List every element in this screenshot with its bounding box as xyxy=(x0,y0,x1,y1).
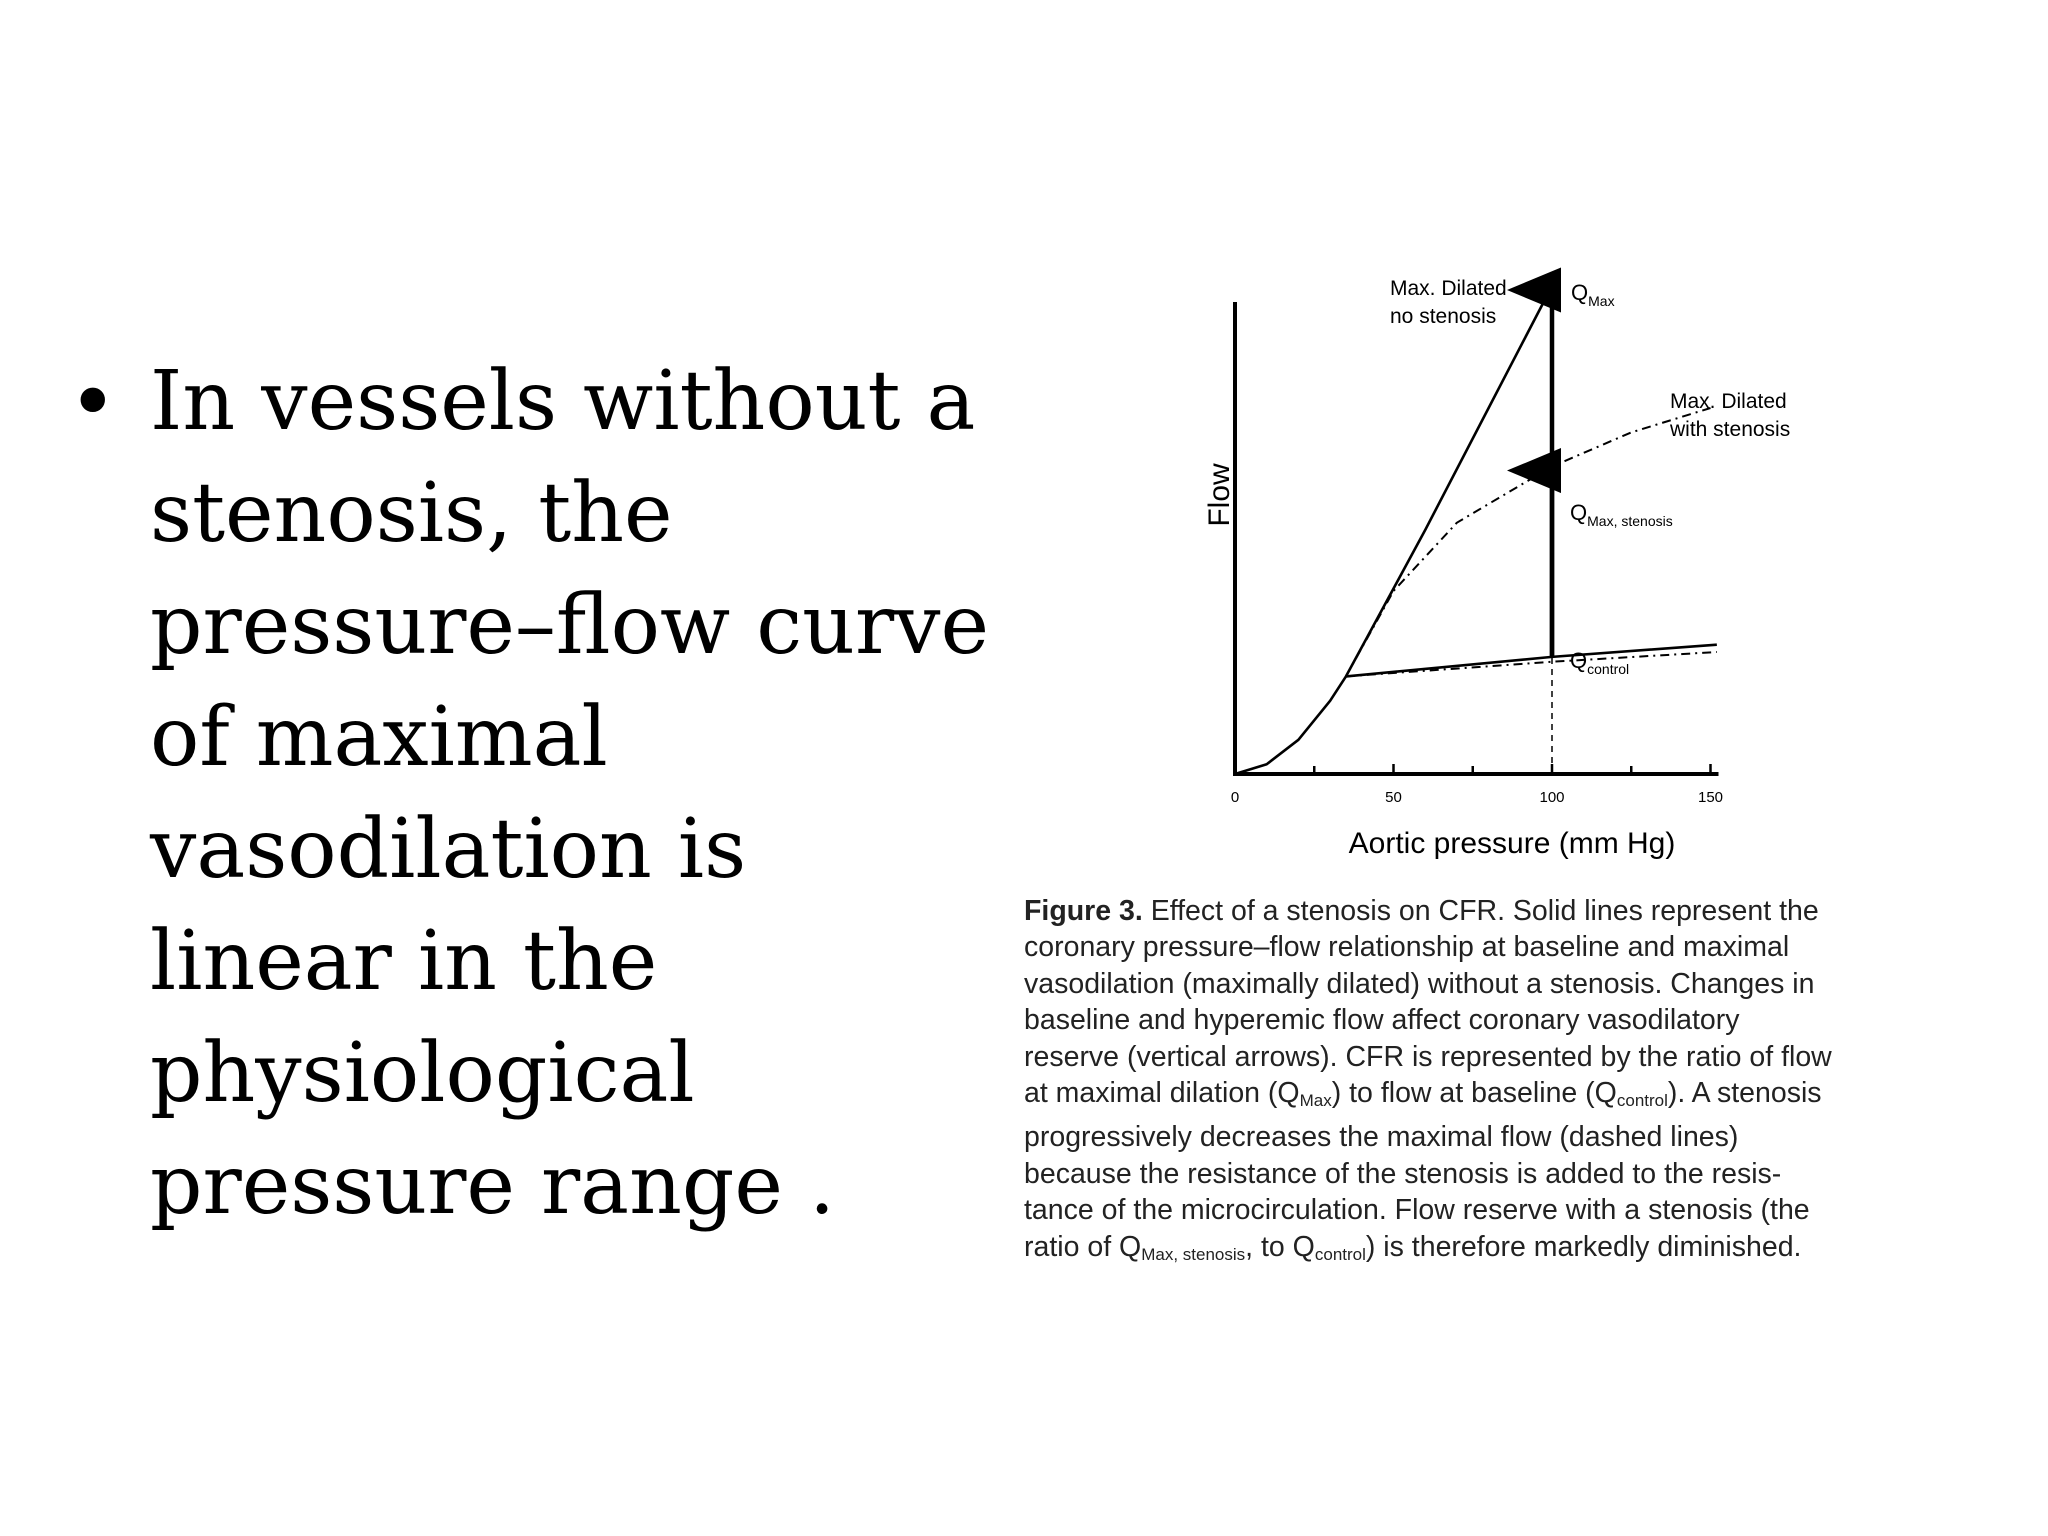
x-tick-label-100: 100 xyxy=(1539,789,1565,806)
x-tick-label-50: 50 xyxy=(1385,789,1402,806)
caption-figure-label: Figure 3. xyxy=(1024,895,1143,927)
caption-line-10: ratio of $Q_{Max, stenosis}$, to $Q_{control}$) is therefore markedly diminished. xyxy=(1024,1230,1802,1264)
figure-caption xyxy=(1024,893,1984,1273)
caption-line-9: tance of the microcirculation. Flow reserve with a stenosis (the xyxy=(1024,1194,1810,1227)
anno-no-stenosis-line1: Max. Dilated xyxy=(1390,277,1507,300)
series-line-1 xyxy=(1235,286,1552,774)
caption-line-8: because the resistance of the stenosis is added to the resis- xyxy=(1024,1157,1782,1190)
bullet-symbol: • xyxy=(68,353,118,451)
series-line-2 xyxy=(1346,408,1711,676)
y-axis-label: Flow xyxy=(1203,463,1236,527)
caption-line-1: Figure 3. Effect of a stenosis on CFR. Solid lines represent the xyxy=(1024,895,1819,927)
x-tick-label-0: 0 xyxy=(1230,789,1240,806)
caption-line-2: coronary pressure–flow relationship at baseline and maximal xyxy=(1024,931,1790,964)
label-q-max-stenosis: QMax, stenosis xyxy=(1570,500,1673,529)
caption-line-4: baseline and hyperemic flow affect coronary vasodilatory xyxy=(1024,1004,1740,1037)
caption-line-3: vasodilation (maximally dilated) without a stenosis. Changes in xyxy=(1024,967,1815,1000)
caption-line-7: progressively decreases the maximal flow (dashed lines) xyxy=(1024,1121,1739,1154)
x-tick-label-150: 150 xyxy=(1697,789,1724,806)
pressure-flow-chart xyxy=(1150,250,1791,860)
anno-no-stenosis-line2: no stenosis xyxy=(1390,305,1497,328)
label-q-control: Qcontrol xyxy=(1570,648,1630,677)
series-line-3 xyxy=(1346,645,1717,677)
label-q-max: QMax xyxy=(1571,280,1615,309)
anno-with-stenosis-line1: Max. Dilated xyxy=(1670,390,1787,413)
caption-line-6: at maximal dilation $(Q_{Max})$ to flow at baseline $(Q_{control})$. A stenosis xyxy=(1024,1077,1822,1111)
anno-with-stenosis-line2: with stenosis xyxy=(1670,418,1791,441)
caption-line-5: reserve (vertical arrows). CFR is represented by the ratio of flow xyxy=(1024,1040,1832,1073)
x-axis-label: Aortic pressure (mm Hg) xyxy=(1348,827,1676,860)
series-line-4 xyxy=(1346,652,1717,676)
bullet-text: In vessels without a stenosis, the pressure–flow curve of maximal vasodilation is linear in the physiological pressure range . xyxy=(150,354,990,1233)
